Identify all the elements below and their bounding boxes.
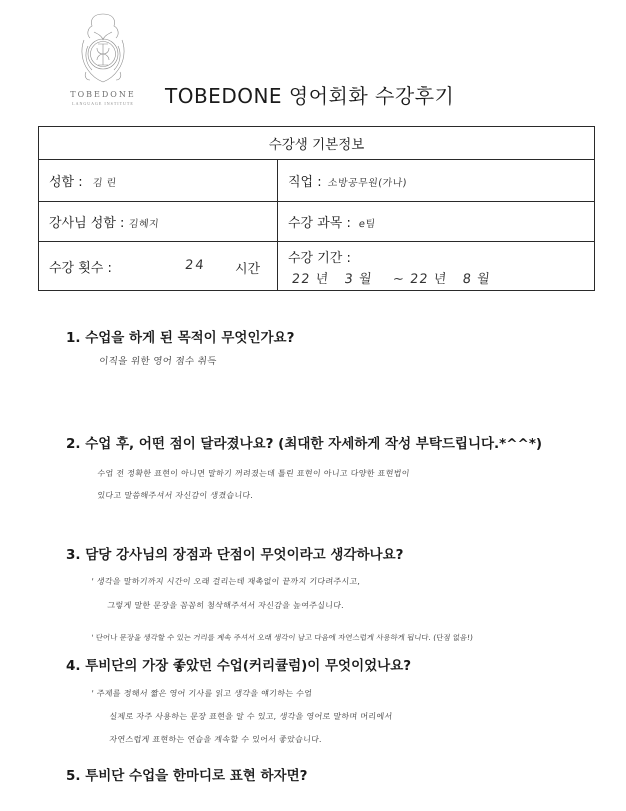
name-cell (39, 160, 278, 202)
job-cell (278, 160, 595, 202)
teacher-cell (39, 202, 278, 242)
question-1: 1. 수업을 하게 된 목적이 무엇인가요? (66, 330, 295, 346)
question-4: 4. 투비단의 가장 좋았던 수업(커리큘럼)이 무엇이었나요? (66, 658, 412, 674)
answer-2-line-2: 있다고 말씀해주셔서 자신감이 생겼습니다. (96, 491, 254, 500)
count-value: 24 (184, 258, 207, 273)
teacher-label: 강사님 성함 : (49, 216, 125, 231)
question-3: 3. 담당 강사님의 장점과 단점이 무엇이라고 생각하나요? (66, 547, 404, 563)
name-label: 성함 : (49, 175, 83, 190)
page-title: TOBEDONE 영어회화 수강후기 (165, 84, 455, 108)
name-value: 김 린 (91, 178, 117, 189)
answer-3-line-3: ' 단어나 문장을 생각할 수 있는 거리를 계속 주셔서 오래 생각이 남고 다음에 자연스럽게 사용하게 됩니다. (단점 없음!) (90, 633, 474, 642)
course-label: 수강 과목 : (288, 216, 351, 231)
count-cell (39, 242, 278, 291)
answer-2-line-1: 수업 전 정확한 표현이 아니면 말하기 꺼려졌는데 틀린 표현이 아니고 다양한 표현법이 (96, 469, 411, 478)
tbd-monogram-icon (76, 10, 130, 86)
question-5: 5. 투비단 수업을 한마디로 표현 하자면? (66, 768, 308, 784)
question-2: 2. 수업 후, 어떤 점이 달라졌나요? (최대한 자세하게 작성 부탁드립니다.*^^*) (66, 436, 543, 452)
period-cell (278, 242, 595, 291)
info-table-header: 수강생 기본정보 (39, 127, 595, 160)
period-label: 수강 기간 : (288, 251, 351, 266)
answer-3-line-2: 그렇게 말한 문장을 꼼꼼히 첨삭해주셔서 자신감을 높여주십니다. (106, 601, 345, 610)
course-value: e팀 (358, 219, 377, 230)
info-table (38, 126, 595, 291)
logo-subtitle: LANGUAGE INSTITUTE (72, 101, 134, 106)
job-value: 소방공무원(가나) (326, 178, 408, 189)
job-label: 직업 : (288, 175, 322, 190)
period-value: 22 년 3 월 ~ 22 년 8 월 (291, 272, 492, 287)
answer-1-line-1: 이직을 위한 영어 점수 취득 (98, 356, 218, 367)
answer-4-line-1: ' 주제를 정해서 짧은 영어 기사를 읽고 생각을 얘기하는 수업 (90, 689, 313, 698)
count-label: 수강 횟수 : (49, 260, 112, 276)
answer-3-line-1: ' 생각을 말하기까지 시간이 오래 걸리는데 재촉없이 끝까지 기다려주시고, (90, 577, 361, 586)
logo (62, 10, 144, 106)
course-cell (278, 202, 595, 242)
answer-4-line-3: 자연스럽게 표현하는 연습을 계속할 수 있어서 좋았습니다. (108, 735, 323, 744)
logo-name: TOBEDONE (70, 90, 136, 99)
teacher-value: 김혜지 (127, 219, 160, 230)
answer-4-line-2: 실제로 자주 사용하는 문장 표현을 알 수 있고, 생각을 영어로 말하며 머리에서 (108, 712, 393, 721)
count-unit: 시간 (235, 262, 261, 277)
